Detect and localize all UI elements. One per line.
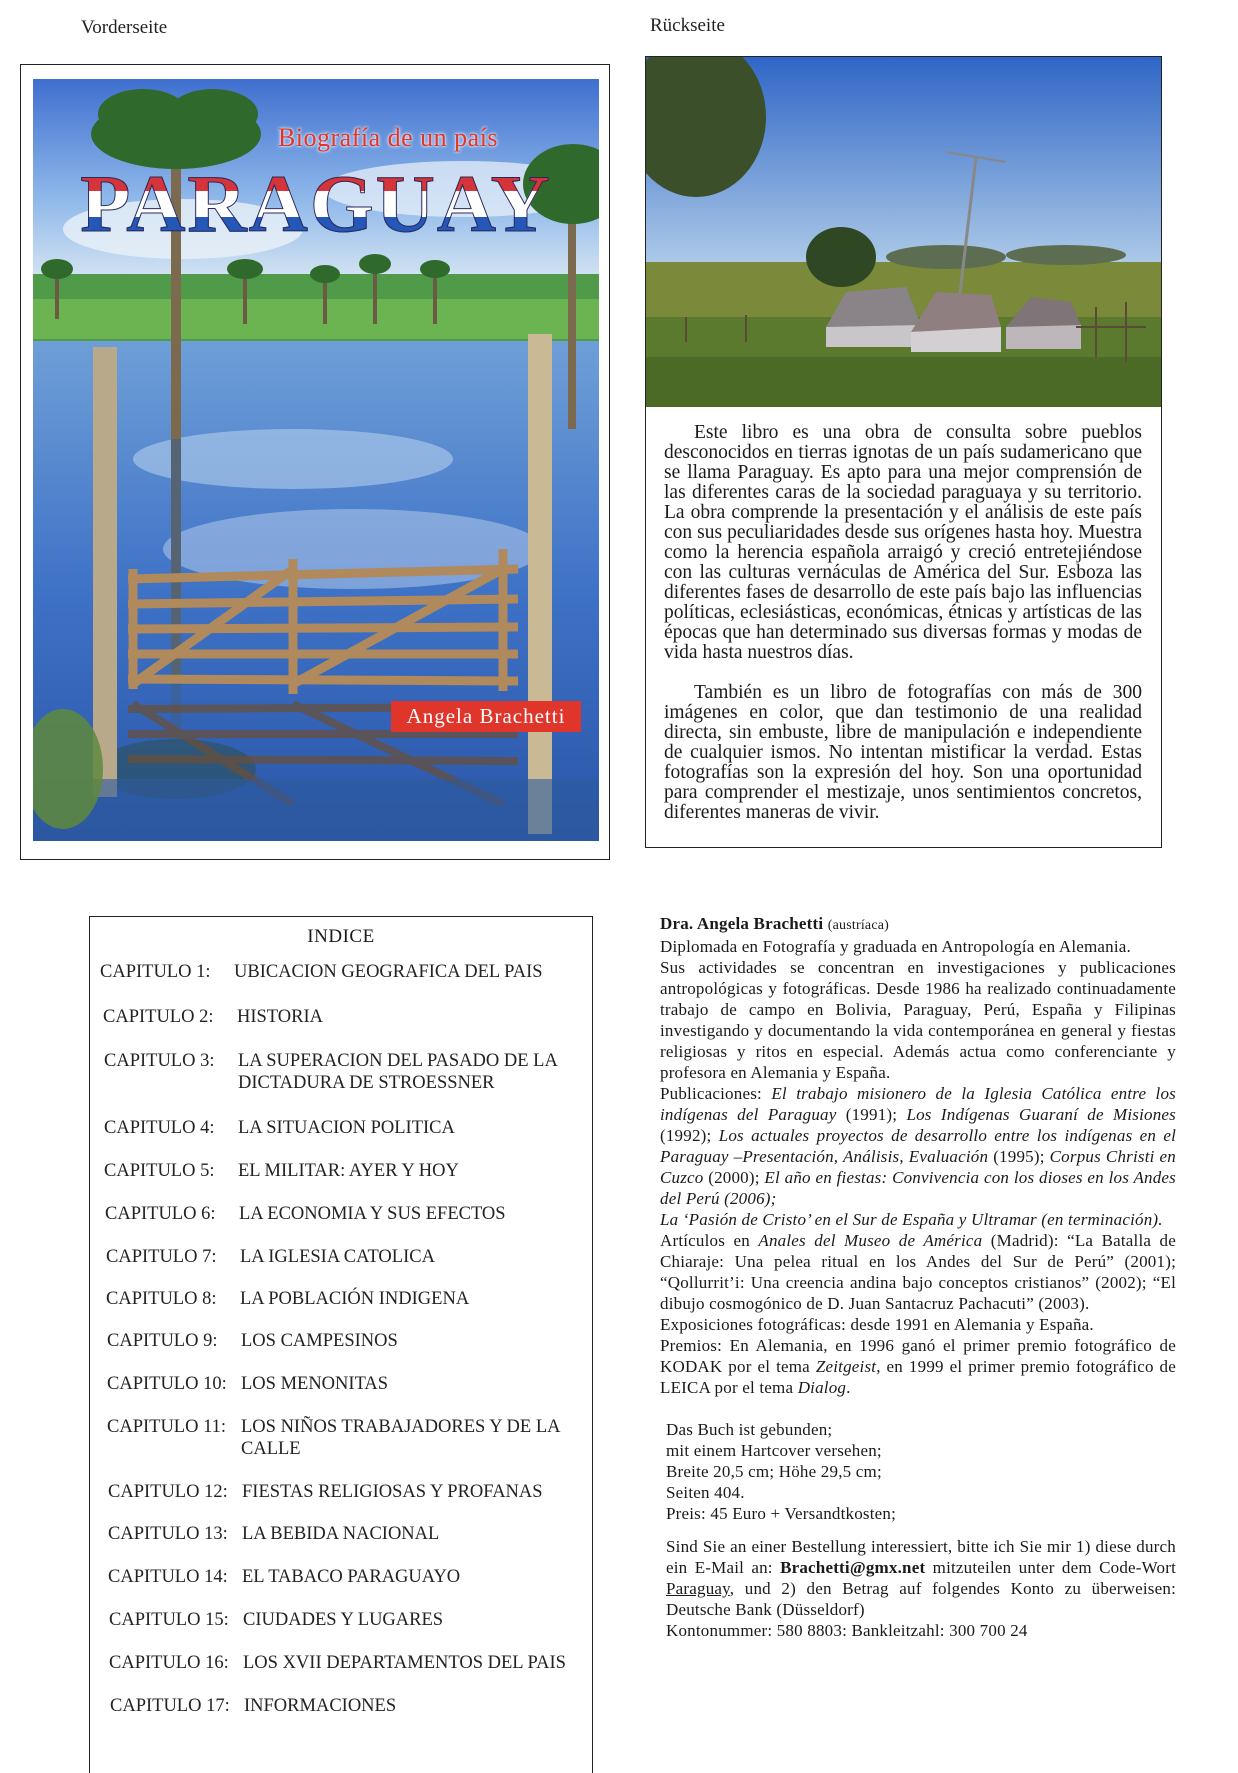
publication-title: El año en fiestas: Convivencia con los dioses en los Andes del Perú (2006); bbox=[660, 1168, 1176, 1208]
articles-journal: Anales del Museo de América bbox=[758, 1231, 983, 1250]
author-bio bbox=[660, 913, 1176, 1641]
chapter-row bbox=[108, 1481, 572, 1503]
chapter-title: LA SUPERACION DEL PASADO DE LA DICTADURA DE STROESSNER bbox=[238, 1051, 557, 1093]
prize-theme: Dialog bbox=[797, 1378, 847, 1397]
chapter-row bbox=[109, 1652, 572, 1674]
index-frame bbox=[89, 916, 593, 1773]
chapter-row bbox=[104, 1050, 572, 1094]
front-cover-frame bbox=[20, 64, 610, 860]
chapter-row bbox=[107, 1330, 572, 1352]
chapter-number: CAPITULO 9: bbox=[107, 1331, 218, 1351]
author-nationality: (austríaca) bbox=[827, 918, 890, 933]
chapter-title: FIESTAS RELIGIOSAS Y PROFANAS bbox=[242, 1482, 543, 1502]
publication-title: Los actuales proyectos de desarrollo entre los indígenas en el Paraguay –Presentación, Análisis, Evaluación bbox=[660, 1126, 1176, 1166]
chapter-number: CAPITULO 4: bbox=[104, 1118, 215, 1138]
publication-title: La ‘Pasión de Cristo’ en el Sur de España y Ultramar (en terminación). bbox=[660, 1210, 1163, 1229]
chapter-row bbox=[100, 961, 572, 983]
chapter-title: LA BEBIDA NACIONAL bbox=[242, 1524, 440, 1544]
publication-title: Los Indígenas Guaraní de Misiones bbox=[906, 1105, 1176, 1124]
chapter-title: LA SITUACION POLITICA bbox=[238, 1118, 455, 1138]
chapter-number: CAPITULO 16: bbox=[109, 1653, 229, 1673]
spacer bbox=[660, 1398, 1176, 1419]
book-detail-line: Das Buch ist gebunden; bbox=[666, 1420, 833, 1439]
chapter-title: CIUDADES Y LUGARES bbox=[243, 1610, 444, 1630]
chapter-number: CAPITULO 14: bbox=[108, 1567, 228, 1587]
publication-year: (1995); bbox=[988, 1147, 1050, 1166]
prizes-text: . bbox=[846, 1378, 851, 1397]
chapter-row bbox=[107, 1416, 572, 1460]
chapter-title: INFORMACIONES bbox=[244, 1696, 397, 1716]
book-detail-line: Preis: 45 Euro + Versandtkosten; bbox=[666, 1504, 897, 1523]
bio-prizes bbox=[660, 1335, 1176, 1398]
chapter-row bbox=[107, 1373, 572, 1395]
chapter-number: CAPITULO 12: bbox=[108, 1482, 228, 1502]
chapter-row bbox=[105, 1203, 572, 1225]
chapter-title: EL TABACO PARAGUAYO bbox=[242, 1567, 461, 1587]
prizes-text: Premios: En Alemania, en 1996 ganó el primer premio fotográfico de KODAK por el tema bbox=[660, 1336, 1176, 1376]
bank-account: Kontonummer: 580 8803: Bankleitzahl: 300 700 24 bbox=[666, 1621, 1028, 1640]
chapter-row bbox=[106, 1246, 572, 1268]
chapter-title: LOS MENONITAS bbox=[241, 1374, 389, 1394]
book-details bbox=[660, 1419, 1176, 1524]
chapter-number: CAPITULO 8: bbox=[106, 1289, 217, 1309]
order-code-word: Paraguay bbox=[666, 1579, 730, 1598]
book-detail-line: Seiten 404. bbox=[666, 1483, 745, 1502]
bio-name-line bbox=[660, 913, 1176, 936]
order-text: mitzuteilen unter dem Code-Wort bbox=[925, 1558, 1176, 1577]
articles-list: (Madrid): “La Batalla de Chiaraje: Una pelea ritual en los Andes del Sur de Perú” (2001); “Qollurrit’i: Una creencia andina bajo conceptos cristianos” (2002); “El dibujo cosmogónico de D. Juan Santacruz Pachacuti” (2003). bbox=[660, 1231, 1176, 1313]
cover-title: PARAGUAY bbox=[33, 157, 599, 251]
chapter-number: CAPITULO 11: bbox=[107, 1417, 227, 1437]
back-cover-frame bbox=[645, 56, 1162, 848]
bio-publication-in-progress bbox=[660, 1209, 1176, 1230]
chapter-number: CAPITULO 10: bbox=[107, 1374, 227, 1394]
bio-publications bbox=[660, 1083, 1176, 1209]
farmhouse-photo-illustration bbox=[646, 57, 1161, 407]
back-description-paragraph-2: También es un libro de fotografías con más de 300 imágenes en color, que dan testimonio de una realidad directa, sin embuste, libre de manipulación e independiente de cualquier ismos. No intentan mistificar la verdad. Estas fotografías son la expresión del hoy. Son una oportunidad para comprender el mestizaje, unos sentimientos concretos, diferentes maneras de vivir. bbox=[664, 682, 1142, 823]
chapter-title: LA POBLACIÓN INDIGENA bbox=[240, 1289, 470, 1309]
index-heading: INDICE bbox=[307, 926, 375, 947]
back-description-paragraph-1: Este libro es una obra de consulta sobre pueblos desconocidos en tierras ignotas de un país sudamericano que se llama Paraguay. Es apto para una mejor comprensión de las diferentes caras de la sociedad paraguaya y su territorio. La obra comprende la presentación y el análisis de este país con sus peculiaridades desde sus orígenes hasta hoy. Muestra como la herencia española arraigó y creció entretejiéndose con las culturas vernáculas de América del Sur. Esboza las diferentes fases de desarrollo de este país bajo las influencias políticas, eclesiásticas, económicas, étnicas y artísticas de las épocas que han determinado sus diversas formas y modas de vida hasta nuestros días. bbox=[664, 422, 1142, 663]
publication-year: (1992); bbox=[660, 1126, 719, 1145]
book-detail-line: mit einem Hartcover versehen; bbox=[666, 1441, 882, 1460]
chapter-title: HISTORIA bbox=[237, 1007, 323, 1027]
prize-theme: Zeitgeist bbox=[815, 1357, 877, 1376]
publication-year: (1991); bbox=[836, 1105, 907, 1124]
chapter-title: LOS XVII DEPARTAMENTOS DEL PAIS bbox=[243, 1653, 566, 1673]
chapter-number: CAPITULO 2: bbox=[103, 1007, 214, 1027]
front-cover-image bbox=[33, 79, 599, 841]
chapter-row bbox=[104, 1117, 572, 1139]
chapter-row bbox=[104, 1160, 572, 1182]
articles-lead: Artículos en bbox=[660, 1231, 759, 1250]
order-email-link[interactable]: Brachetti@gmx.net bbox=[780, 1558, 926, 1577]
spacer bbox=[660, 1524, 1176, 1536]
chapter-number: CAPITULO 7: bbox=[106, 1247, 217, 1267]
publication-title: El trabajo misionero de la Iglesia Católica entre los indígenas del Paraguay bbox=[660, 1084, 1177, 1124]
cover-author: Angela Brachetti bbox=[391, 701, 581, 732]
chapter-row bbox=[109, 1609, 572, 1631]
chapter-number: CAPITULO 13: bbox=[108, 1524, 228, 1544]
order-text: Sind Sie an einer Bestellung interessiert, bitte ich Sie mir 1) diese durch ein E-Mail an: bbox=[666, 1537, 1176, 1577]
chapter-row bbox=[108, 1523, 572, 1545]
chapter-title: UBICACION GEOGRAFICA DEL PAIS bbox=[234, 962, 543, 982]
chapter-number: CAPITULO 5: bbox=[104, 1161, 215, 1181]
chapter-number: CAPITULO 17: bbox=[110, 1696, 230, 1716]
publication-title: Corpus Christi en Cuzco bbox=[660, 1147, 1176, 1187]
chapter-title: EL MILITAR: AYER Y HOY bbox=[238, 1161, 459, 1181]
book-detail-line: Breite 20,5 cm; Höhe 29,5 cm; bbox=[666, 1462, 882, 1481]
order-instructions bbox=[660, 1536, 1176, 1620]
chapter-row bbox=[103, 1006, 572, 1028]
chapter-number: CAPITULO 15: bbox=[109, 1610, 229, 1630]
bio-diploma: Diplomada en Fotografía y graduada en Antropología en Alemania. bbox=[660, 937, 1131, 956]
chapter-row bbox=[106, 1288, 572, 1310]
back-cover-photo bbox=[646, 57, 1161, 407]
bio-articles bbox=[660, 1230, 1176, 1314]
chapter-row bbox=[108, 1566, 572, 1588]
author-name: Dra. Angela Brachetti bbox=[660, 914, 824, 933]
chapter-number: CAPITULO 1: bbox=[100, 962, 211, 982]
chapter-title: LOS NIÑOS TRABAJADORES Y DE LA CALLE bbox=[241, 1417, 560, 1459]
chapter-number: CAPITULO 3: bbox=[104, 1051, 215, 1071]
back-side-label: Rückseite bbox=[650, 15, 725, 36]
order-text: , und 2) den Betrag auf folgendes Konto zu überweisen: Deutsche Bank (Düsseldorf) bbox=[666, 1579, 1176, 1619]
cover-subtitle: Biografía de un país bbox=[277, 123, 499, 152]
chapter-number: CAPITULO 6: bbox=[105, 1204, 216, 1224]
chapter-title: LA IGLESIA CATOLICA bbox=[240, 1247, 435, 1267]
publication-year: (2000); bbox=[703, 1168, 765, 1187]
bio-activities: Sus actividades se concentran en investigaciones y publicaciones antropológicas y fotográficas. Desde 1986 ha realizado continuadamente trabajo de campo en Bolivia, Paraguay, Perú, España y Filipinas investigando y documentando la vida contemporánea en general y fiestas religiosas y ritos en especial. Además actua como conferenciante y profesora en Alemania y España. bbox=[660, 958, 1176, 1082]
chapter-row bbox=[110, 1695, 572, 1717]
bio-exhibitions: Exposiciones fotográficas: desde 1991 en Alemania y España. bbox=[660, 1315, 1094, 1334]
back-cover-description bbox=[664, 423, 1142, 843]
chapter-title: LOS CAMPESINOS bbox=[241, 1331, 398, 1351]
prizes-text: , en 1999 el primer premio fotográfico de LEICA por el tema bbox=[660, 1357, 1177, 1397]
chapter-title: LA ECONOMIA Y SUS EFECTOS bbox=[239, 1204, 506, 1224]
front-side-label: Vorderseite bbox=[81, 17, 168, 38]
publications-label: Publicaciones: bbox=[660, 1084, 762, 1103]
